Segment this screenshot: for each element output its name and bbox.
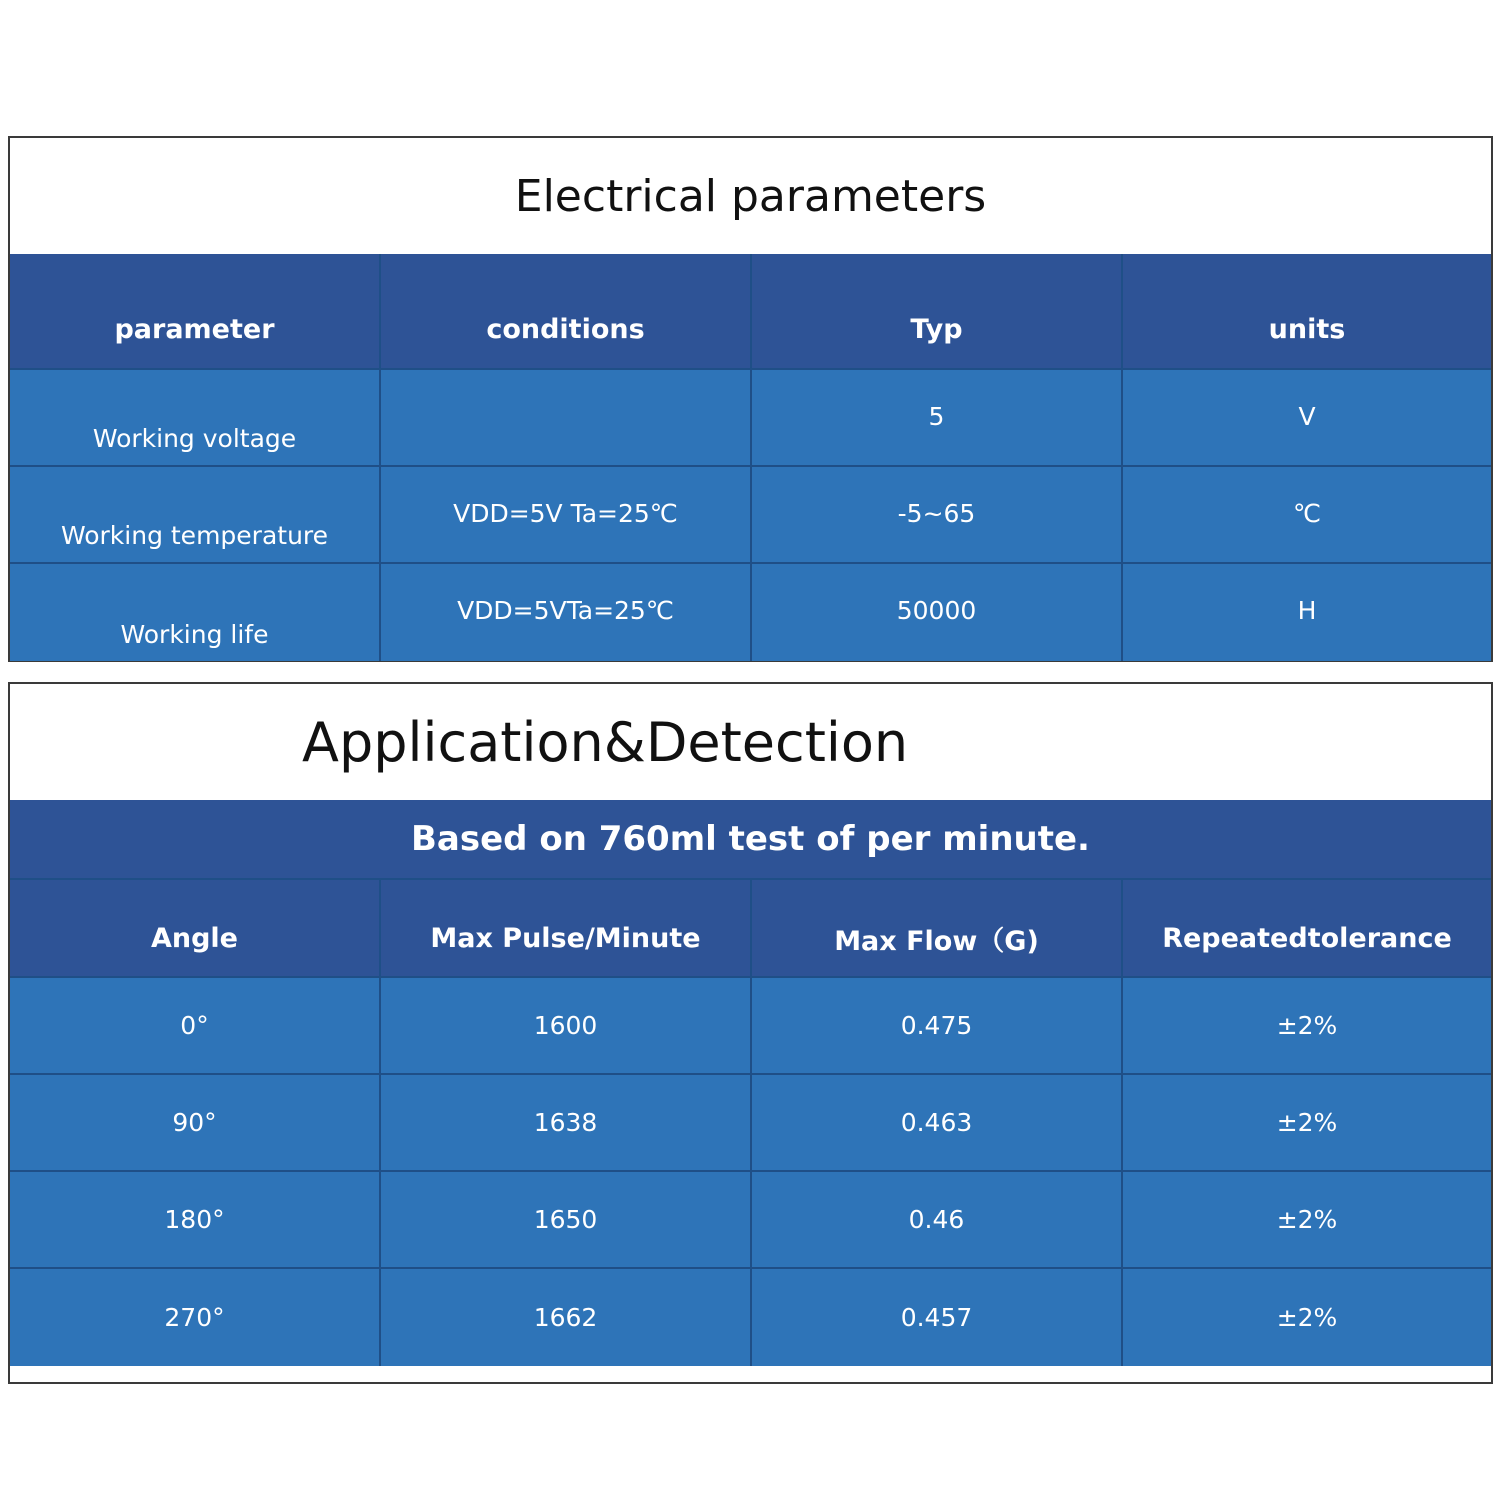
- row-0-max-pulse: 1600: [381, 978, 752, 1075]
- application-title: Application&Detection: [10, 684, 1491, 800]
- electrical-parameters-table: [8, 136, 1493, 662]
- header-conditions: conditions: [381, 254, 752, 370]
- row-90-angle: 90°: [10, 1075, 381, 1172]
- row-270-max-pulse: 1662: [381, 1269, 752, 1366]
- electrical-grid: [10, 254, 1491, 661]
- row-temperature-conditions: VDD=5V Ta=25℃: [381, 467, 752, 564]
- row-90-max-flow: 0.463: [752, 1075, 1123, 1172]
- row-voltage-units: V: [1123, 370, 1491, 467]
- row-voltage-typ: 5: [752, 370, 1123, 467]
- row-270-tolerance: ±2%: [1123, 1269, 1491, 1366]
- row-0-tolerance: ±2%: [1123, 978, 1491, 1075]
- row-90-tolerance: ±2%: [1123, 1075, 1491, 1172]
- header-typ: Typ: [752, 254, 1123, 370]
- row-180-angle: 180°: [10, 1172, 381, 1269]
- application-grid: [10, 880, 1491, 1366]
- row-180-max-pulse: 1650: [381, 1172, 752, 1269]
- row-life-conditions: VDD=5VTa=25℃: [381, 564, 752, 661]
- test-basis-banner: Based on 760ml test of per minute.: [10, 800, 1491, 880]
- header-max-pulse: Max Pulse/Minute: [381, 880, 752, 978]
- row-180-max-flow: 0.46: [752, 1172, 1123, 1269]
- row-180-tolerance: ±2%: [1123, 1172, 1491, 1269]
- row-temperature-units: ℃: [1123, 467, 1491, 564]
- row-voltage-parameter: Working voltage: [10, 370, 381, 467]
- row-temperature-parameter: Working temperature: [10, 467, 381, 564]
- header-parameter: parameter: [10, 254, 381, 370]
- row-270-max-flow: 0.457: [752, 1269, 1123, 1366]
- row-life-parameter: Working life: [10, 564, 381, 661]
- row-270-angle: 270°: [10, 1269, 381, 1366]
- header-units: units: [1123, 254, 1491, 370]
- row-life-typ: 50000: [752, 564, 1123, 661]
- header-angle: Angle: [10, 880, 381, 978]
- electrical-title: Electrical parameters: [10, 138, 1491, 254]
- header-max-flow: Max Flow（G): [752, 880, 1123, 978]
- application-detection-table: [8, 682, 1493, 1384]
- row-temperature-typ: -5~65: [752, 467, 1123, 564]
- header-repeated-tolerance: Repeatedtolerance: [1123, 880, 1491, 978]
- row-0-angle: 0°: [10, 978, 381, 1075]
- row-voltage-conditions: [381, 370, 752, 467]
- row-life-units: H: [1123, 564, 1491, 661]
- row-0-max-flow: 0.475: [752, 978, 1123, 1075]
- row-90-max-pulse: 1638: [381, 1075, 752, 1172]
